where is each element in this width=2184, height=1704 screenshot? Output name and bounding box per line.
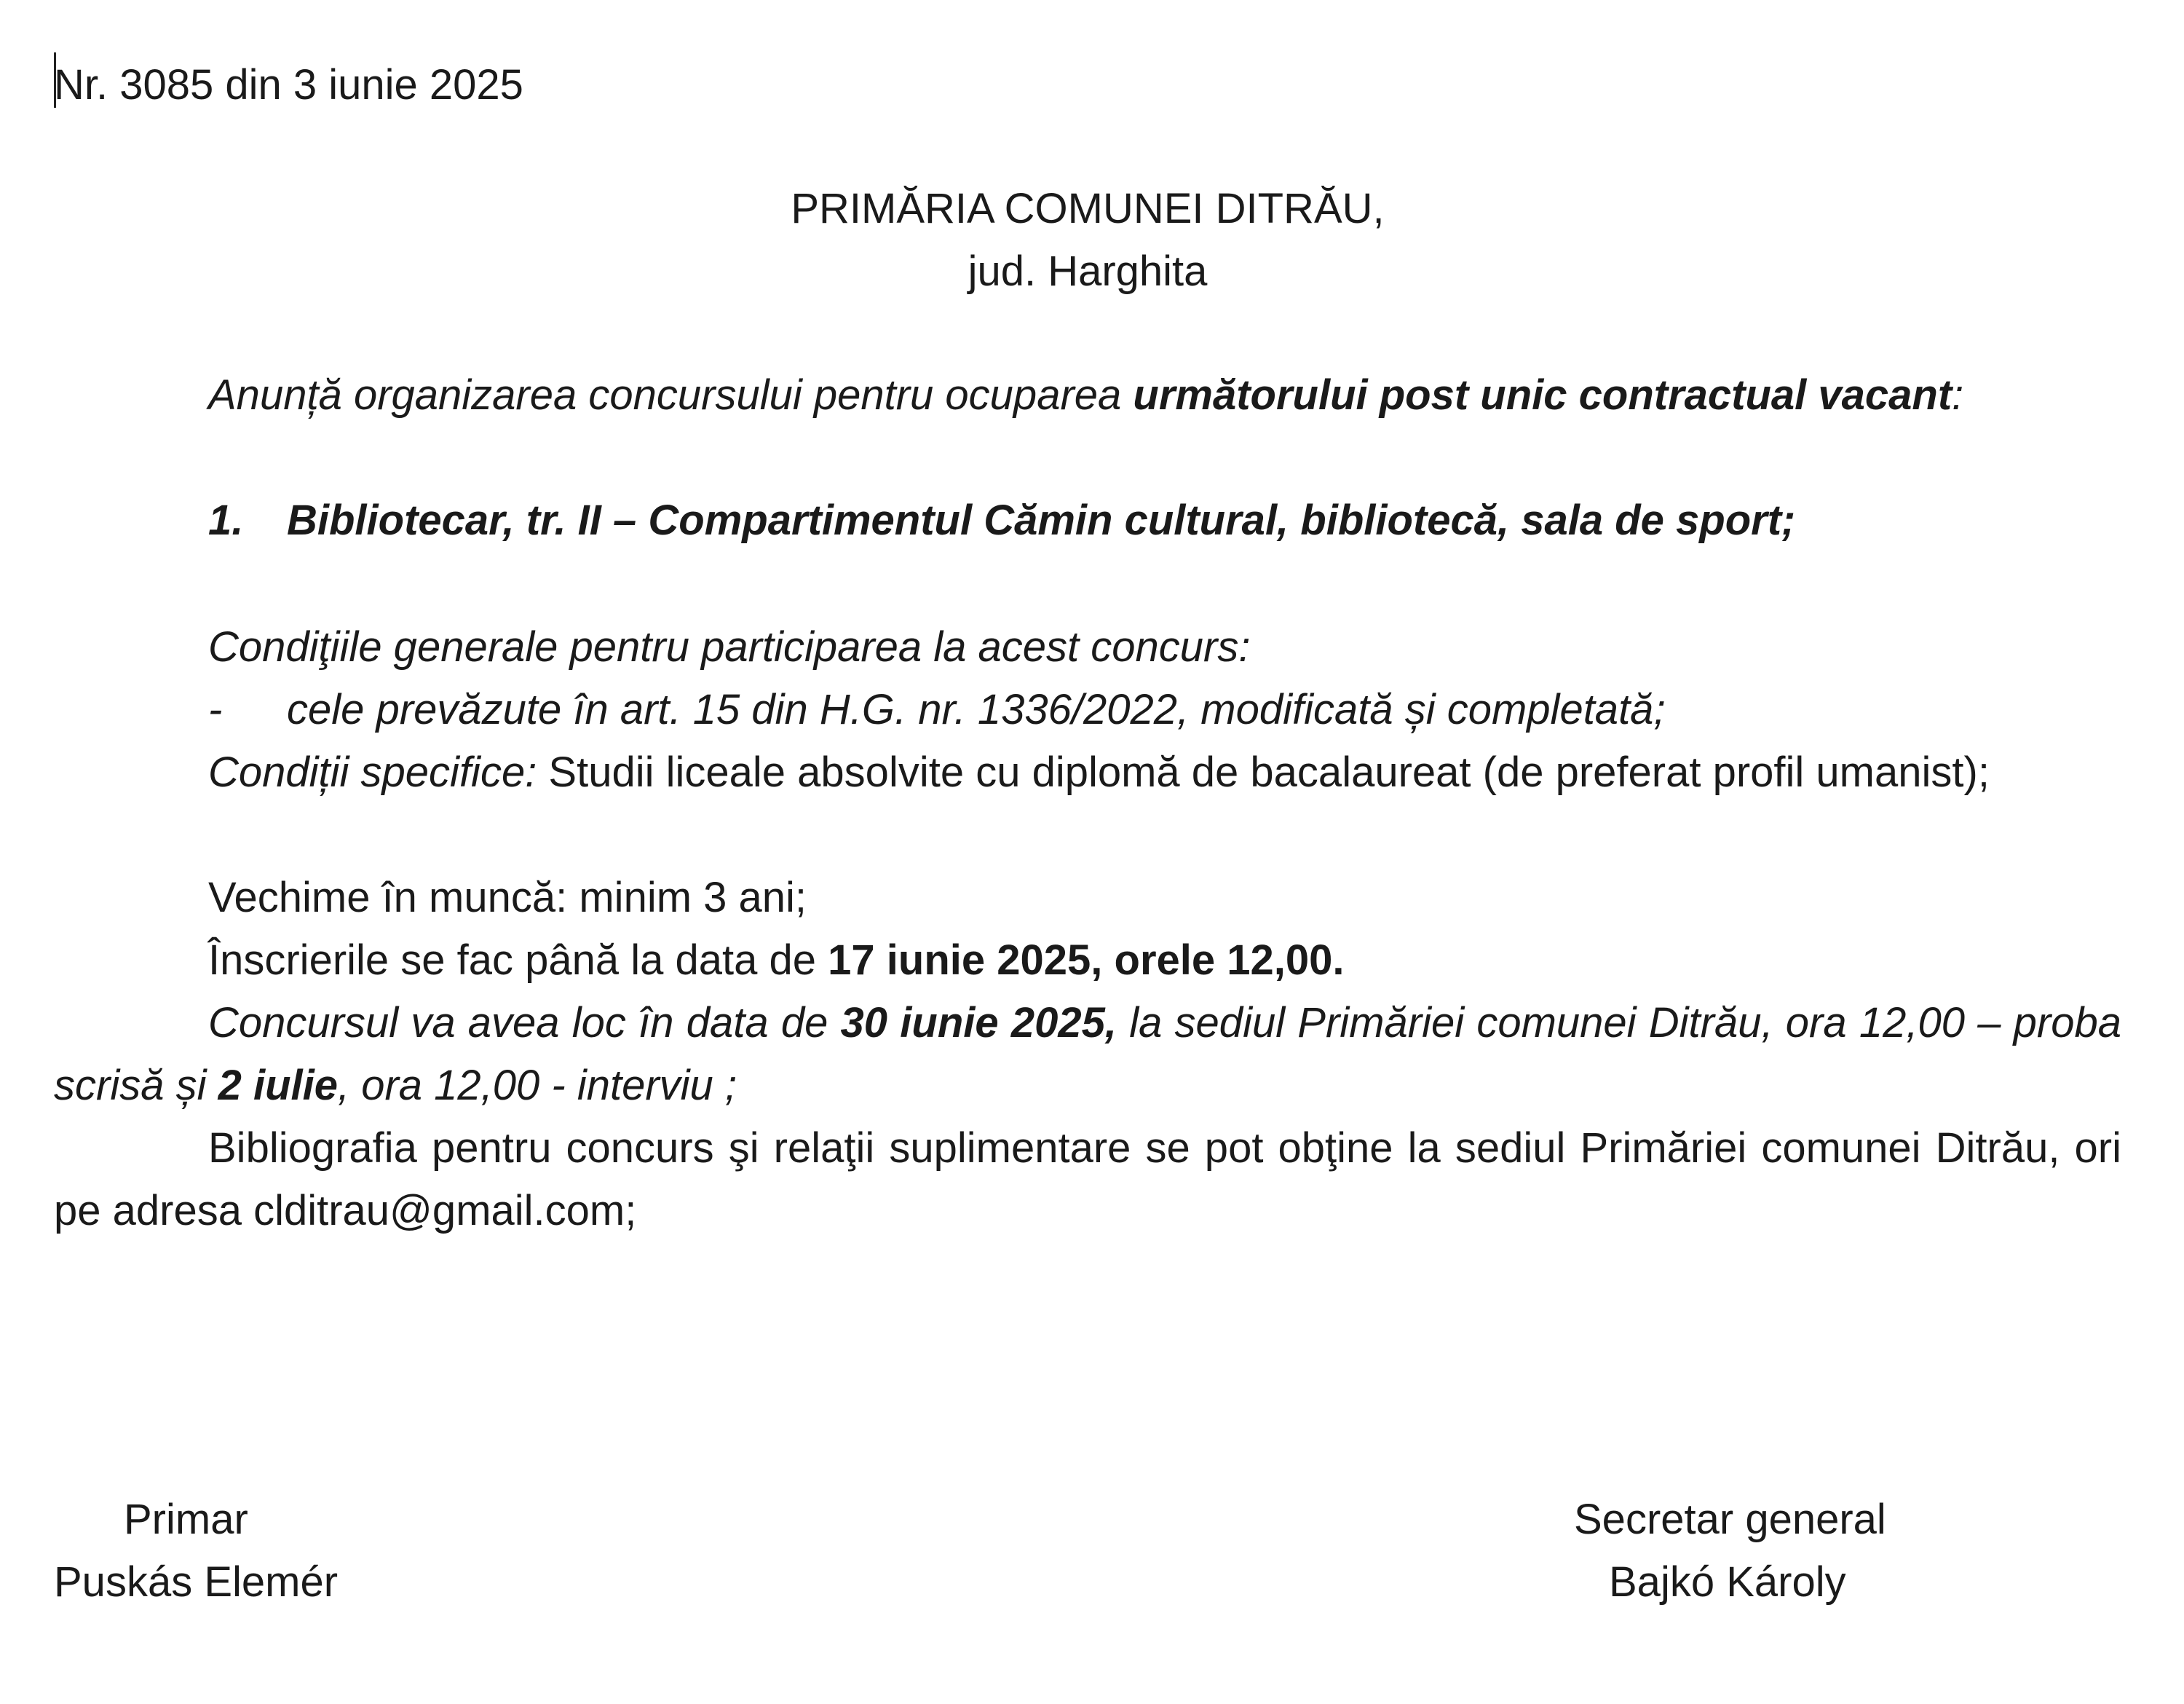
announcement-paragraph: Anunță organizarea concursului pentru ocuparea următorului post unic contractual vacant: xyxy=(208,371,1964,419)
registration-deadline: Înscrierile se fac până la data de 17 iunie 2025, orele 12,00. xyxy=(208,936,1345,984)
bibliography-paragraph: Bibliografia pentru concurs şi relaţii suplimentare se pot obţine la sediul Primăriei comunei Ditrău, ori pe adresa clditrau@gmail.com; xyxy=(54,1124,2121,1234)
institution-title: PRIMĂRIA COMUNEI DITRĂU, xyxy=(791,185,1385,232)
position-list-item: 1. Bibliotecar, tr. II – Compartimentul Cămin cultural, bibliotecă, sala de sport; xyxy=(208,497,1796,544)
county-subtitle: jud. Harghita xyxy=(968,248,1208,295)
signature-secretary xyxy=(1574,1488,1886,1614)
signature-name: Bajkó Károly xyxy=(1609,1558,1846,1606)
specific-conditions-paragraph: Condiții specifice: Studii liceale absolvite cu diplomă de bacalaureat (de preferat profil umanist); xyxy=(208,749,1990,796)
reference-number: Nr. 3085 din 3 iunie 2025 xyxy=(54,52,523,117)
signature-role: Primar xyxy=(124,1496,248,1543)
general-conditions-item: - cele prevăzute în art. 15 din H.G. nr. 1336/2022, modificată și completată; xyxy=(208,686,1666,733)
signature-name: Puskás Elemér xyxy=(54,1558,339,1606)
general-conditions-heading: Condiţiile generale pentru participarea la acest concurs: xyxy=(208,623,1251,671)
signature-mayor xyxy=(54,1488,338,1614)
experience-requirement: Vechime în muncă: minim 3 ani; xyxy=(208,874,807,921)
signature-role: Secretar general xyxy=(1574,1496,1886,1543)
contest-schedule-paragraph: Concursul va avea loc în data de 30 iunie 2025, la sediul Primăriei comunei Ditrău, ora 12,00 – proba scrisă și 2 iulie, ora 12,00 - interviu ; xyxy=(54,999,2122,1109)
